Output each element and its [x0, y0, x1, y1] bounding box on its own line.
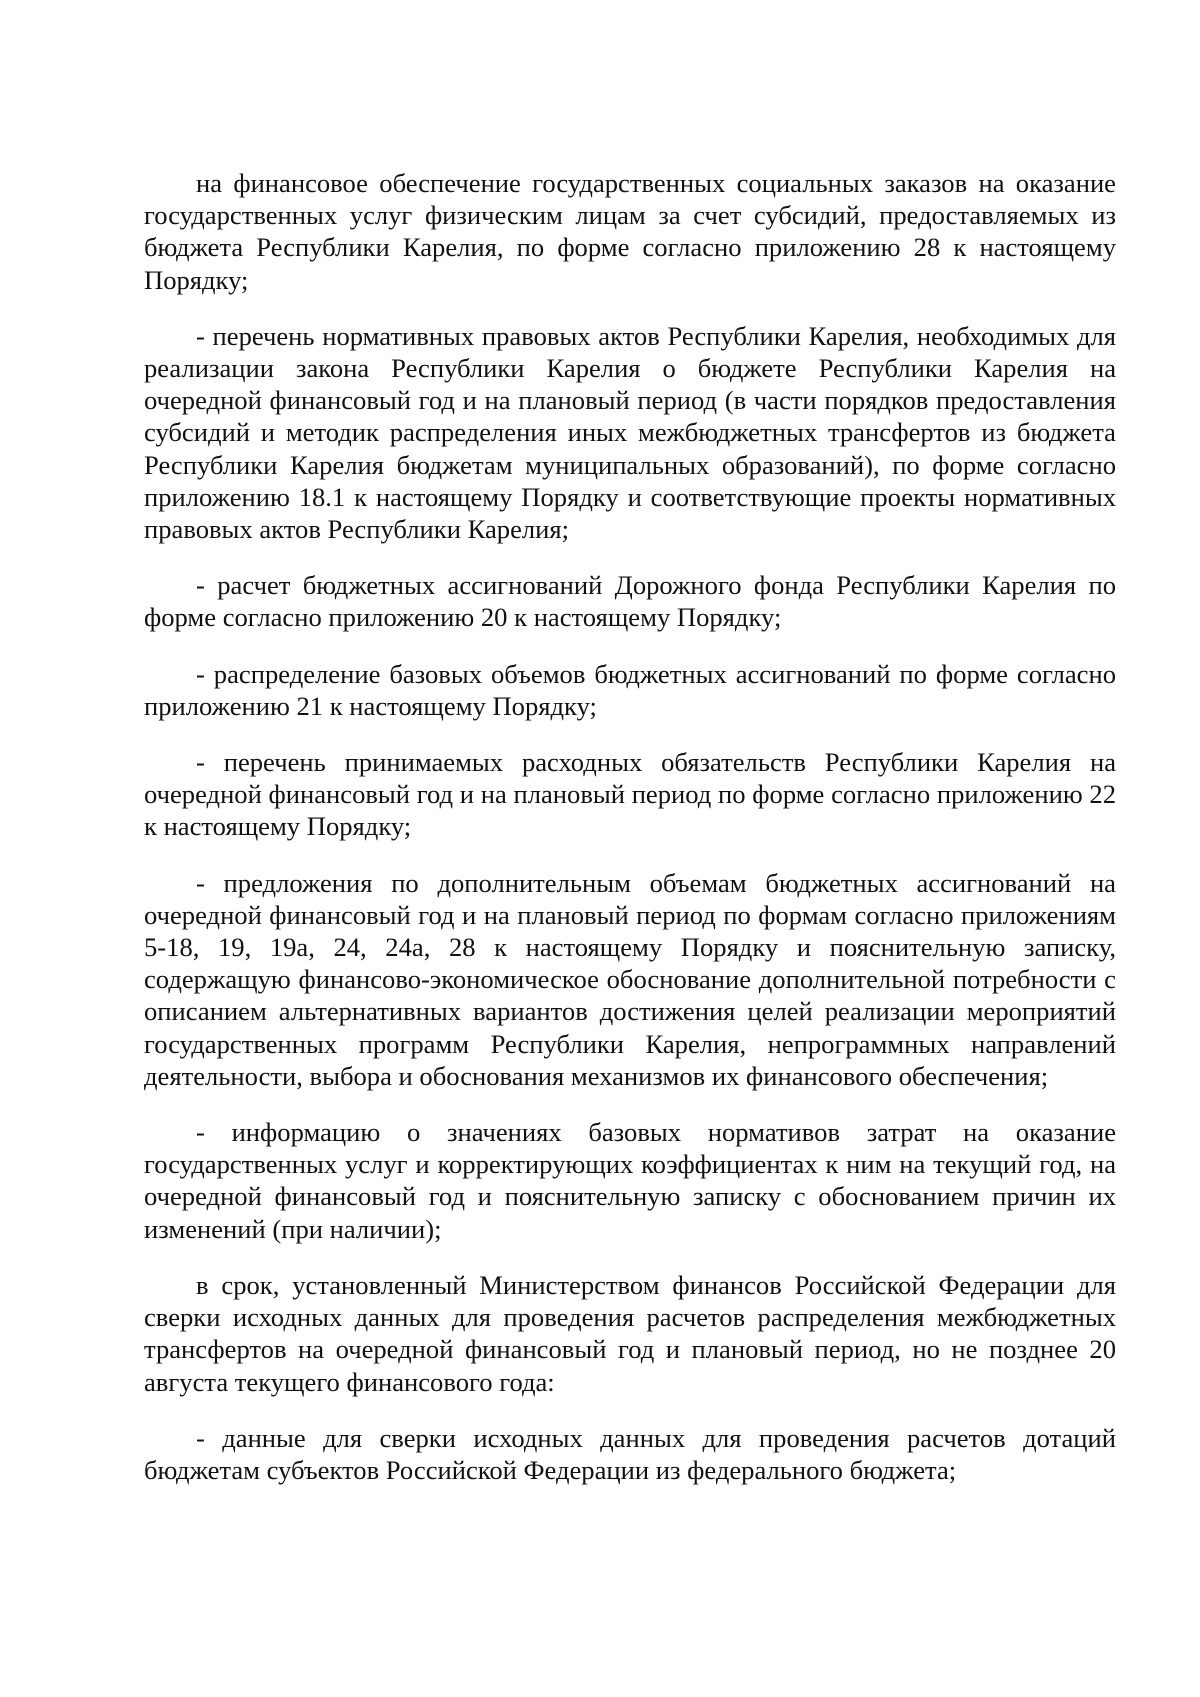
- paragraph-normative-acts-list: - перечень нормативных правовых актов Республики Карелия, необходимых для реализации закона Республики Карелия о бюджете Республики Карелия на очередной финансовый год и на плановый период (в части порядков предоставления субсидий и методик распределения иных межбюджетных трансфертов из бюджета Республики Карелия бюджетам муниципальных образований), по форме согласно приложению 18.1 к настоящему Порядку и соответствующие проекты нормативных правовых актов Республики Карелия;: [144, 320, 1116, 545]
- paragraph-expenditure-obligations: - перечень принимаемых расходных обязательств Республики Карелия на очередной финансовый год и на плановый период по форме согласно приложению 22 к настоящему Порядку;: [144, 747, 1116, 842]
- paragraph-road-fund-calculation: - расчет бюджетных ассигнований Дорожного фонда Республики Карелия по форме согласно приложению 20 к настоящему Порядку;: [144, 570, 1116, 633]
- paragraph-subsidy-reconciliation-data: - данные для сверки исходных данных для проведения расчетов дотаций бюджетам субъектов Российской Федерации из федерального бюджета;: [144, 1422, 1116, 1485]
- paragraph-social-orders: на финансовое обеспечение государственных социальных заказов на оказание государственных услуг физическим лицам за счет субсидий, предоставляемых из бюджета Республики Карелия, по форме согласно приложению 28 к настоящему Порядку;: [144, 168, 1116, 295]
- document-body: [144, 167, 1116, 1486]
- paragraph-base-volumes-distribution: - распределение базовых объемов бюджетных ассигнований по форме согласно приложению 21 к настоящему Порядку;: [144, 658, 1116, 721]
- paragraph-additional-allocations: - предложения по дополнительным объемам бюджетных ассигнований на очередной финансовый год и на плановый период по формам согласно приложениям 5-18, 19, 19а, 24, 24а, 28 к настоящему Порядку и пояснительную записку, содержащую финансово-экономическое обоснование дополнительной потребности с описанием альтернативных вариантов достижения целей реализации мероприятий государственных программ Республики Карелия, непрограммных направлений деятельности, выбора и обоснования механизмов их финансового обеспечения;: [144, 867, 1116, 1091]
- paragraph-reconciliation-deadline: в срок, установленный Министерством финансов Российской Федерации для сверки исходных данных для проведения расчетов распределения межбюджетных трансфертов на очередной финансовый год и плановый период, но не позднее 20 августа текущего финансового года:: [144, 1269, 1116, 1397]
- paragraph-cost-standards-info: - информацию о значениях базовых нормативов затрат на оказание государственных услуг и корректирующих коэффициентах к ним на текущий год, на очередной финансовый год и пояснительную записку с обоснованием причин их изменений (при наличии);: [144, 1117, 1116, 1244]
